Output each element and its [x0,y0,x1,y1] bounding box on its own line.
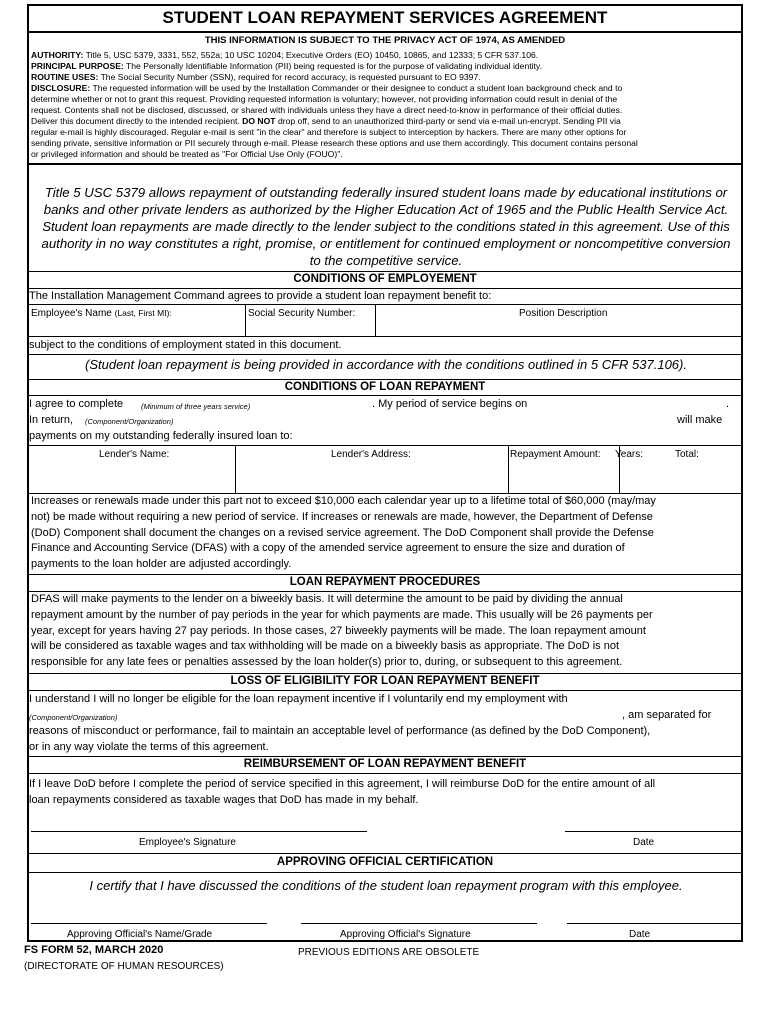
divider [29,773,741,774]
official-date-label: Date [629,929,651,940]
eligibility-component-hint: (Component/Organization) [29,713,118,722]
divider [375,304,376,336]
procedures-paragraph [31,592,741,671]
employee-date-line[interactable] [565,831,743,832]
disclosure-text-4b: drop off, send to an unauthorized third-party or send via e-mail un-encrypt. Sending PII via [277,116,621,126]
form-id: FS FORM 52, MARCH 2020 [24,944,164,956]
increase-line-5: payments to the loan holder are adjusted accordingly. [31,558,292,571]
disclosure-line-4 [31,116,621,127]
employee-date-label: Date [633,837,655,848]
ssn-label: Social Security Number: [248,308,356,319]
employee-name-hint: (Last, First MI): [114,308,172,318]
employment-subject-text: subject to the conditions of employment stated in this document. [29,339,342,351]
divider [29,445,741,446]
reimbursement-line-2: loan repayments considered as taxable wages that DoD has made in my behalf. [29,794,419,806]
min-years-hint: (Minimum of three years service) [141,402,251,411]
agreement-form [27,4,743,942]
divider [29,756,741,757]
divider [29,336,741,337]
intro-line-3: Student loan repayments are made directly to the lender subject to the conditions stated in this agreement. Use of this [42,219,730,234]
form-title: STUDENT LOAN REPAYMENT SERVICES AGREEMENT [162,8,608,27]
divider [29,872,741,873]
employee-signature-line[interactable] [31,831,367,832]
certification-statement: I certify that I have discussed the conditions of the student loan repayment program with this employee. [89,878,683,893]
disclosure-line-5: regular e-mail is highly discouraged. Regular e-mail is sent "in the clear" and therefore is subject to interception by hackers. There are many other options for [31,127,627,137]
employee-name-label-text: Employee's Name [31,308,112,319]
repayment-amount-label: Repayment Amount: [510,449,601,460]
divider [29,271,741,272]
increase-line-2: not) be made without requiring a new period of service. If increases or renewals are made, however, the Department of Defense [31,510,653,523]
purpose-line [31,61,542,72]
employment-heading: CONDITIONS OF EMPLOYEMENT [293,273,477,285]
procedures-heading: LOAN REPAYMENT PROCEDURES [289,576,481,588]
official-name-line[interactable] [31,923,267,924]
period-begins-text: . My period of service begins on [372,398,528,410]
position-description-label: Position Description [519,308,608,319]
divider [29,574,741,575]
disclosure-text-1: The requested information will be used by the Installation Commander or their designee to conduct a student loan background check and to [92,83,623,93]
employee-name-label [31,308,172,319]
procedures-line-2: repayment amount by the number of pay periods in the year for which payments are made. This usually will be 26 payments per [31,608,653,621]
divider [29,304,741,305]
privacy-heading: THIS INFORMATION IS SUBJECT TO THE PRIVACY ACT OF 1974, AS AMENDED [204,35,566,46]
eligibility-line-3: reasons of misconduct or performance, fail to maintain an acceptable level of performance (as defined by the DoD Component), [29,725,651,737]
disclosure-line-7: or privileged information and should be treated as "For Official Use Only (FOUO)". [31,149,343,159]
increase-line-1: Increases or renewals made under this part not to exceed $10,000 each calendar year up to a lifetime total of $60,000 (may/may [31,495,656,507]
eligibility-heading: LOSS OF ELIGIBILITY FOR LOAN REPAYMENT BENEFIT [230,675,540,687]
do-not-emphasis: DO NOT [242,116,276,126]
official-signature-label: Approving Official's Signature [340,929,471,940]
will-make-text: will make [677,414,723,426]
official-date-line[interactable] [567,923,743,924]
disclosure-line-3: request. Contents shall not be disclosed, discussed, or shared with individuals unless they have a direct need-to-know in performance of their official duties. [31,105,623,115]
total-label: Total: [675,449,699,460]
purpose-label: PRINCIPAL PURPOSE: [31,61,124,71]
divider [245,304,246,336]
divider [29,690,741,691]
routine-line [31,72,481,83]
lender-name-label: Lender's Name: [99,449,170,460]
intro-line-1: Title 5 USC 5379 allows repayment of outstanding federally insured student loans made by educational institutions or [44,185,728,200]
intro-paragraph [29,184,743,269]
official-name-label: Approving Official's Name/Grade [67,929,213,940]
authority-line [31,50,538,61]
lender-address-label: Lender's Address: [331,449,411,460]
period-end-mark: . [726,398,730,410]
directorate-label: (DIRECTORATE OF HUMAN RESOURCES) [24,961,224,972]
divider [235,445,236,493]
eligibility-line-4: or in any way violate the terms of this agreement. [29,741,269,753]
routine-text: The Social Security Number (SSN), required for record accuracy, is requested pursuant to EO 9397. [100,72,481,82]
divider [29,354,741,355]
employee-signature-label: Employee's Signature [139,837,236,848]
procedures-line-3: year, except for years having 27 pay periods. In those cases, 27 biweekly payments will be made. The loan repayment amount [31,624,646,637]
routine-label: ROUTINE USES: [31,72,99,82]
reimbursement-heading: REIMBURSEMENT OF LOAN REPAYMENT BENEFIT [243,758,527,770]
procedures-line-1: DFAS will make payments to the lender on a biweekly basis. It will determine the amount to be paid by dividing the annual [31,593,623,605]
increase-paragraph [31,494,741,573]
reimbursement-line-1: If I leave DoD before I complete the period of service specified in this agreement, I will reimburse DoD for the entire amount of all [29,778,656,790]
divider [29,31,741,33]
cfr-statement: (Student loan repayment is being provided in accordance with the conditions outlined in 5 CFR 537.106). [85,357,687,372]
divider [29,395,741,396]
divider [29,853,741,854]
loan-heading: CONDITIONS OF LOAN REPAYMENT [284,381,486,393]
component-hint: (Component/Organization) [85,417,174,426]
official-signature-line[interactable] [301,923,537,924]
divider [29,379,741,380]
intro-line-4: authority in no way constitutes a right, promise, or entitlement for continued employment or noncompetitive conversion [41,236,731,251]
years-label: Years: [615,449,643,460]
authority-label: AUTHORITY: [31,50,84,60]
disclosure-line-6: sending private, sensitive information or PII securely through e-mail. Please research these options and use them accordingly. This document contains personal [31,138,638,148]
agree-complete-text: I agree to complete [29,398,124,410]
procedures-line-5: responsible for any late fees or penalties assessed by the loan holder(s) prior to, during, or subsequent to this agreement. [31,656,623,669]
increase-line-3: (DoD) Component shall document the changes on a revised service agreement. The DoD Component shall provide the Defense [31,526,654,539]
intro-line-5: to the competitive service. [309,253,463,268]
purpose-text: The Personally Identifiable Information (PII) being requested is for the purpose of validating individual identity. [126,61,542,71]
certification-heading: APPROVING OFFICIAL CERTIFICATION [276,856,494,868]
separated-text: , am separated for [622,709,712,721]
disclosure-line-2: determine whether or not to grant this request. Providing requested information is voluntary; however, not providing information could result in denial of the [31,94,618,104]
divider [29,163,741,165]
disclosure-line-1 [31,83,622,94]
intro-line-2: banks and other private lenders as authorized by the Higher Education Act of 1965 and the Public Health Service Act. [43,202,729,217]
employment-agree-text: The Installation Management Command agrees to provide a student loan repayment benefit to: [29,290,492,302]
disclosure-label: DISCLOSURE: [31,83,91,93]
increase-line-4: Finance and Accounting Service (DFAS) with a copy of the amended service agreement to ensure the size and duration of [31,542,625,555]
payments-text: payments on my outstanding federally insured loan to: [29,430,293,442]
divider [508,445,509,493]
in-return-text: In return, [29,414,74,426]
obsolete-notice: PREVIOUS EDITIONS ARE OBSOLETE [298,947,480,958]
procedures-line-4: will be considered as taxable wages and tax withholding will be made on a biweekly basis as appropriate. The DoD is not [31,640,620,653]
eligibility-line-1: I understand I will no longer be eligible for the loan repayment incentive if I voluntarily end my employment with [29,693,568,705]
divider [29,673,741,674]
disclosure-text-4a: Deliver this document directly to the intended recipient. [31,116,240,126]
authority-text: Title 5, USC 5379, 3331, 552, 552a; 10 USC 10204; Executive Orders (EO) 10450, 10865, and 12333; 5 CFR 537.106. [85,50,539,60]
